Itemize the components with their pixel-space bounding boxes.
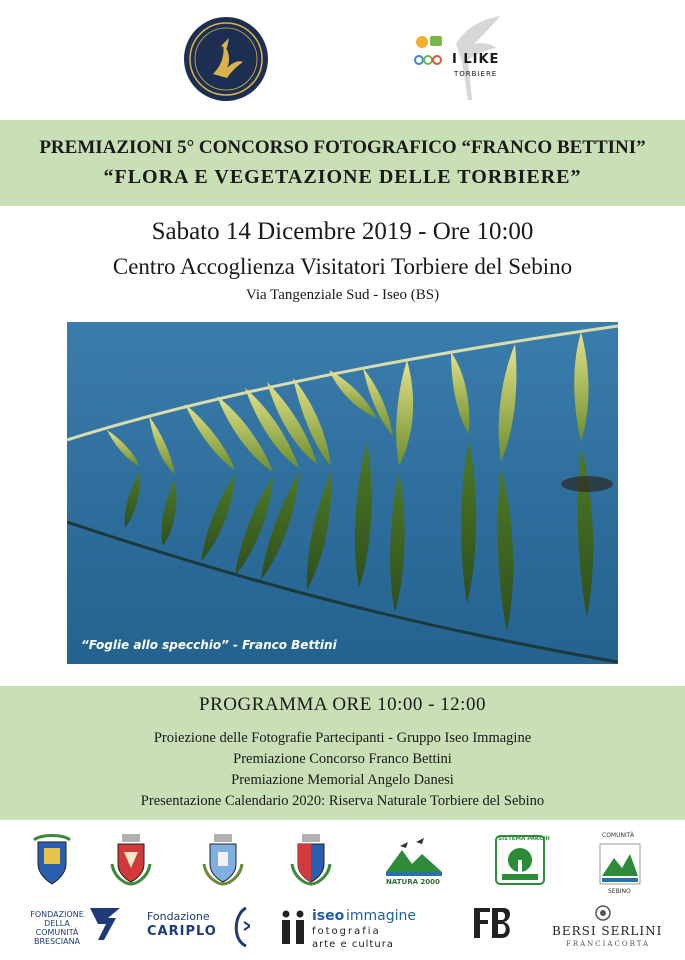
leaves-reflection-image bbox=[67, 322, 618, 664]
provincia-crest-icon bbox=[30, 834, 74, 886]
program-item: Premiazione Memorial Angelo Danesi bbox=[231, 772, 454, 788]
fondazione-comunita-label: FONDAZIONE DELLA COMUNITÀ BRESCIANA bbox=[30, 910, 84, 946]
sponsor-logos bbox=[0, 822, 685, 960]
header bbox=[0, 0, 685, 120]
sistema-parchi-label: SISTEMA PARCHI bbox=[498, 836, 550, 842]
program-list bbox=[0, 728, 685, 812]
association-logo-icon bbox=[183, 16, 269, 102]
sebino-label: SEBINO bbox=[608, 888, 631, 895]
cariplo-logo-icon bbox=[228, 904, 250, 950]
event-place: Centro Accoglienza Visitatori Torbiere del Sebino bbox=[112, 254, 573, 279]
fondazione-cariplo-label-2: CARIPLO bbox=[147, 924, 217, 939]
program-title: PROGRAMMA ORE 10:00 - 12:00 bbox=[199, 694, 486, 715]
bersi-serlini-crest-icon bbox=[592, 904, 614, 922]
iseo-immagine-logo-icon bbox=[280, 910, 314, 946]
fotografia-label: fotografia bbox=[312, 926, 381, 937]
provaglio-crest-icon bbox=[200, 834, 246, 886]
event-address: Via Tangenziale Sud - Iseo (BS) bbox=[245, 287, 440, 303]
program-band bbox=[0, 686, 685, 820]
i-like-label: I LIKE bbox=[452, 52, 500, 67]
event-date-time: Sabato 14 Dicembre 2019 - Ore 10:00 bbox=[151, 218, 534, 245]
photo-caption: “Foglie allo specchio” - Franco Bettini bbox=[81, 638, 337, 652]
corte-franca-crest-icon bbox=[288, 834, 334, 886]
fondazione-cariplo-label-1: Fondazione bbox=[147, 910, 210, 923]
iseo-label: iseo bbox=[312, 908, 345, 924]
natura-2000-label: NATURA 2000 bbox=[386, 878, 440, 886]
immagine-label: immagine bbox=[346, 908, 417, 924]
franciacorta-label: FRANCIACORTA bbox=[566, 940, 651, 948]
arte-cultura-label: arte e cultura bbox=[312, 939, 394, 950]
iseo-crest-icon bbox=[108, 834, 154, 886]
torbiere-label: TORBIERE bbox=[454, 70, 498, 78]
comunita-montana-logo-icon bbox=[596, 840, 644, 888]
title-band bbox=[0, 120, 685, 206]
featured-photo bbox=[67, 322, 618, 664]
program-item: Presentazione Calendario 2020: Riserva Naturale Torbiere del Sebino bbox=[140, 793, 545, 809]
contest-subtitle: “FLORA E VEGETAZIONE DELLE TORBIERE” bbox=[103, 166, 582, 188]
fb-monogram-logo-icon bbox=[470, 904, 514, 944]
bersi-serlini-label: BERSI SERLINI bbox=[552, 924, 663, 938]
comunita-label: COMUNITÀ bbox=[602, 832, 635, 839]
contest-title: PREMIAZIONI 5° CONCORSO FOTOGRAFICO “FRANCO BETTINI” bbox=[39, 137, 646, 158]
program-item: Proiezione delle Fotografie Partecipanti - Gruppo Iseo Immagine bbox=[153, 730, 532, 746]
program-item: Premiazione Concorso Franco Bettini bbox=[233, 751, 452, 767]
